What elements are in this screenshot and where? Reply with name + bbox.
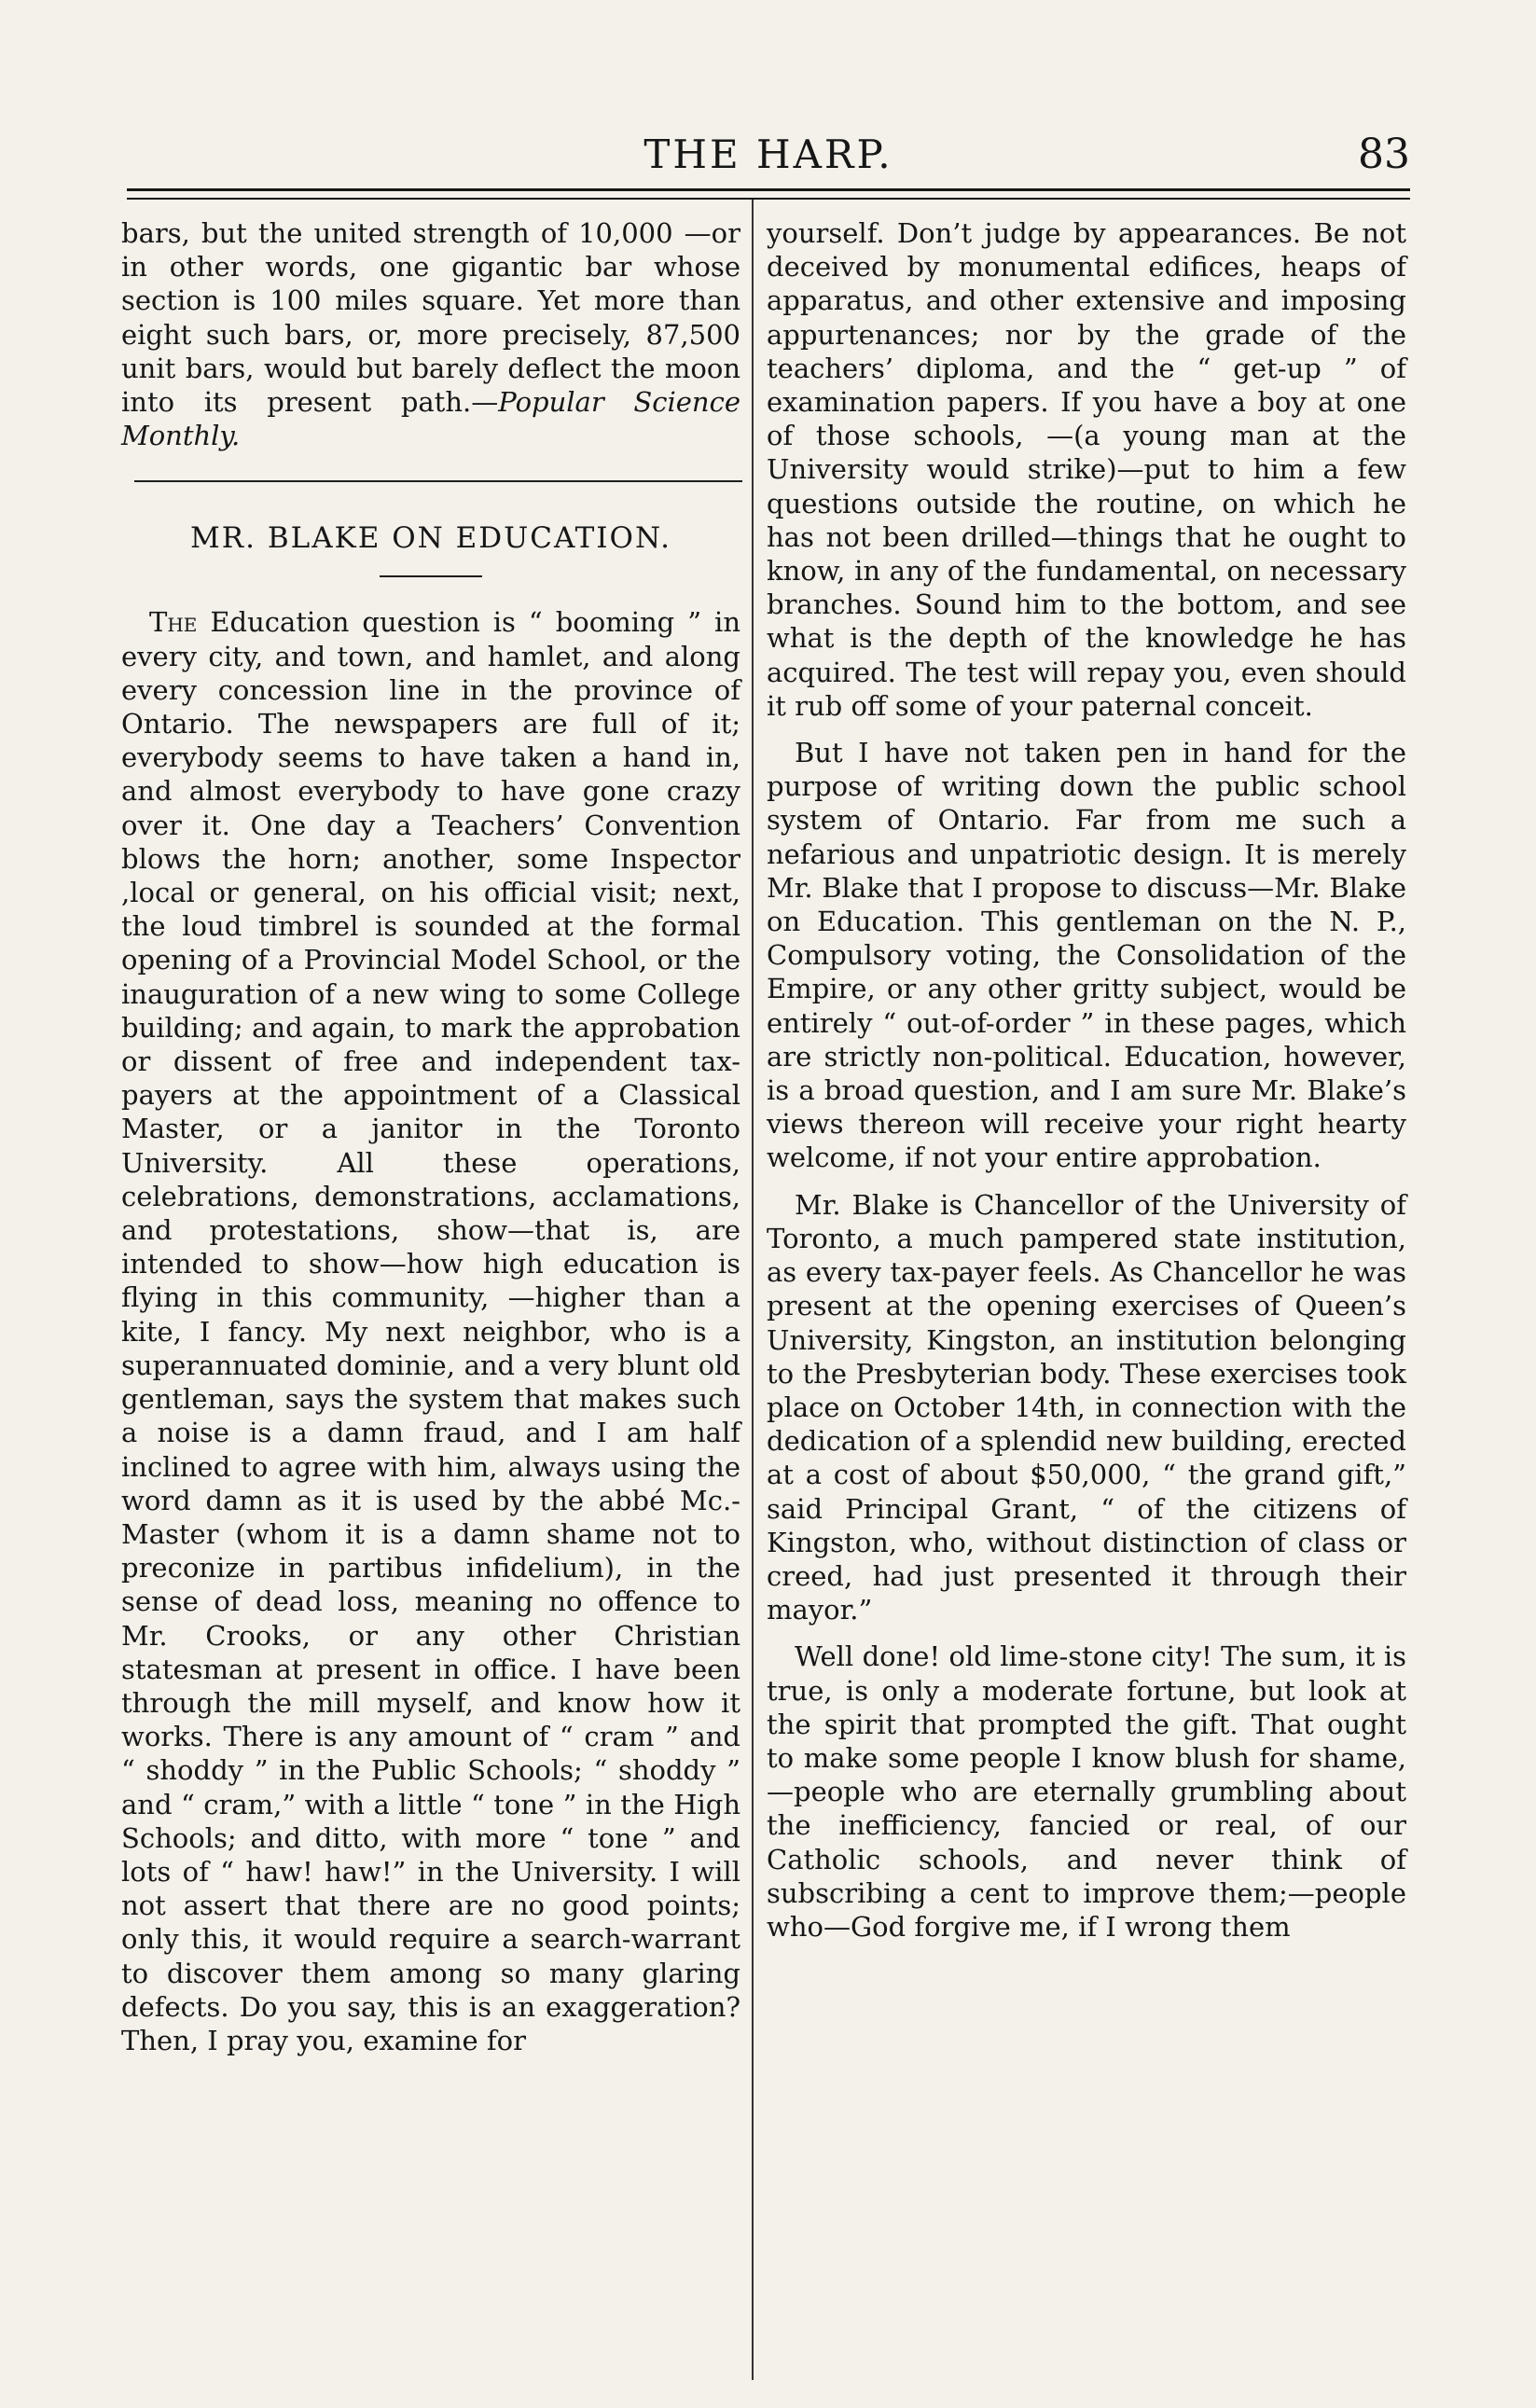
article-paragraph-continued: yourself. Don’t judge by appearances. Be not deceived by monumental edifices, heaps of apparatus, and other extensive and imposing appurtenances; nor by the grade of the teachers’ diploma, and the “ get-up ” of examination papers. If you have a boy at one of those schools, —(a young man at the University would strike)—put to him a few questions outside the routine, on which he has not been drilled—things that he ought to know, in any of the fundamental, on necessary branches. Sound him to the bottom, and see what is the depth of the knowledge he has acquired. The test will repay you, even should it rub off some of your paternal conceit. bbox=[767, 217, 1406, 722]
right-column bbox=[767, 216, 1406, 1944]
running-title: THE HARP. bbox=[643, 131, 893, 177]
paragraph-gap bbox=[767, 1626, 1406, 1640]
article-separator bbox=[134, 480, 742, 482]
header-rule-thin bbox=[127, 198, 1410, 200]
paragraph-gap bbox=[767, 723, 1406, 736]
column-divider bbox=[752, 200, 754, 2380]
drop-lead-word: The bbox=[149, 606, 198, 639]
page-header bbox=[127, 129, 1410, 185]
article-title: MR. BLAKE ON EDUCATION. bbox=[190, 521, 671, 556]
paragraph-text: Education question is “ booming ” in every city, and town, and hamlet, and along every concession line in the province of Ontario. The newspapers are full of it; everybody seems to have taken a hand in, and almost everybody to have gone crazy over it. One day a Teachers’ Convention blows the horn; another, some Inspector ,local or general, on his official visit; next, the loud timbrel is sounded at the formal opening of a Provincial Model School, or the inauguration of a new wing to some College building; and again, to mark the approbation or dissent of free and independent tax-payers at the appointment of a Classical Master, or a janitor in the Toronto University. All these operations, celebrations, demonstrations, acclamations, and protestations, show—that is, are intended to show—how high education is flying in this community, —higher than a kite, I fancy. My next neighbor, who is a superannuated dominie, and a very blunt old gentleman, says the system that makes such a noise is a damn fraud, and I am half inclined to agree with him, always using the word damn as it is used by the abbé Mc.-Master (whom it is a damn shame not to preconize in partibus infidelium), in the sense of dead loss, meaning no offence to Mr. Crooks, or any other Christian statesman at present in office. I have been through the mill myself, and know how it works. There is any amount of “ cram ” and “ shoddy ” in the Public Schools; “ shoddy ” and “ cram,” with a little “ tone ” in the High Schools; and ditto, with more “ tone ” and lots of “ haw! haw!” in the University. I will not assert that there are no good points; only this, it would require a search-warrant to discover them among so many glaring defects. Do you say, this is an exaggeration? Then, I pray you, examine for bbox=[121, 606, 740, 2056]
article-paragraph: Mr. Blake is Chancellor of the University of Toronto, a much pampered state institution, as every tax-payer feels. As Chancellor he was present at the opening exercises of Queen’s University, Kingston, an institution belonging to the Presbyterian body. These exercises took place on October 14th, in connection with the dedication of a splendid new building, erected at a cost of about $50,000, “ the grand gift,” said Principal Grant, “ of the citizens of Kingston, who, without distinction of class or creed, had just presented it through their mayor.” bbox=[767, 1188, 1406, 1626]
previous-article-ending bbox=[121, 216, 740, 452]
continuation-text: bars, but the united strength of 10,000 —or in other words, one gigantic bar whose section is 100 miles square. Yet more than eight such bars, or, more precisely, 87,500 unit bars, would but barely deflect the moon into its present path.— bbox=[121, 217, 740, 419]
title-rule bbox=[380, 575, 482, 577]
source-citation: Popular Science Monthly. bbox=[121, 386, 740, 452]
left-column bbox=[121, 216, 740, 2057]
article-paragraph bbox=[121, 605, 740, 2057]
article-paragraph: Well done! old lime-stone city! The sum, it is true, is only a moderate fortune, but look at the spirit that prompted the gift. That ought to make some people I know blush for shame,—people who are eternally grumbling about the inefficiency, fancied or real, of our Catholic schools, and never think of subscribing a cent to improve them;—people who—God forgive me, if I wrong them bbox=[767, 1640, 1406, 1943]
article-paragraph: But I have not taken pen in hand for the purpose of writing down the public school system of Ontario. Far from me such a nefarious and unpatriotic design. It is merely Mr. Blake that I propose to discuss—Mr. Blake on Education. This gentleman on the N. P., Compulsory voting, the Consolidation of the Empire, or any other gritty subject, would be entirely “ out-of-order ” in these pages, which are strictly non-political. Education, however, is a broad question, and I am sure Mr. Blake’s views thereon will receive your right hearty welcome, if not your entire approbation. bbox=[767, 737, 1406, 1174]
header-rule-thick bbox=[127, 188, 1410, 191]
page-number: 83 bbox=[1358, 131, 1410, 178]
paragraph-gap bbox=[767, 1175, 1406, 1188]
